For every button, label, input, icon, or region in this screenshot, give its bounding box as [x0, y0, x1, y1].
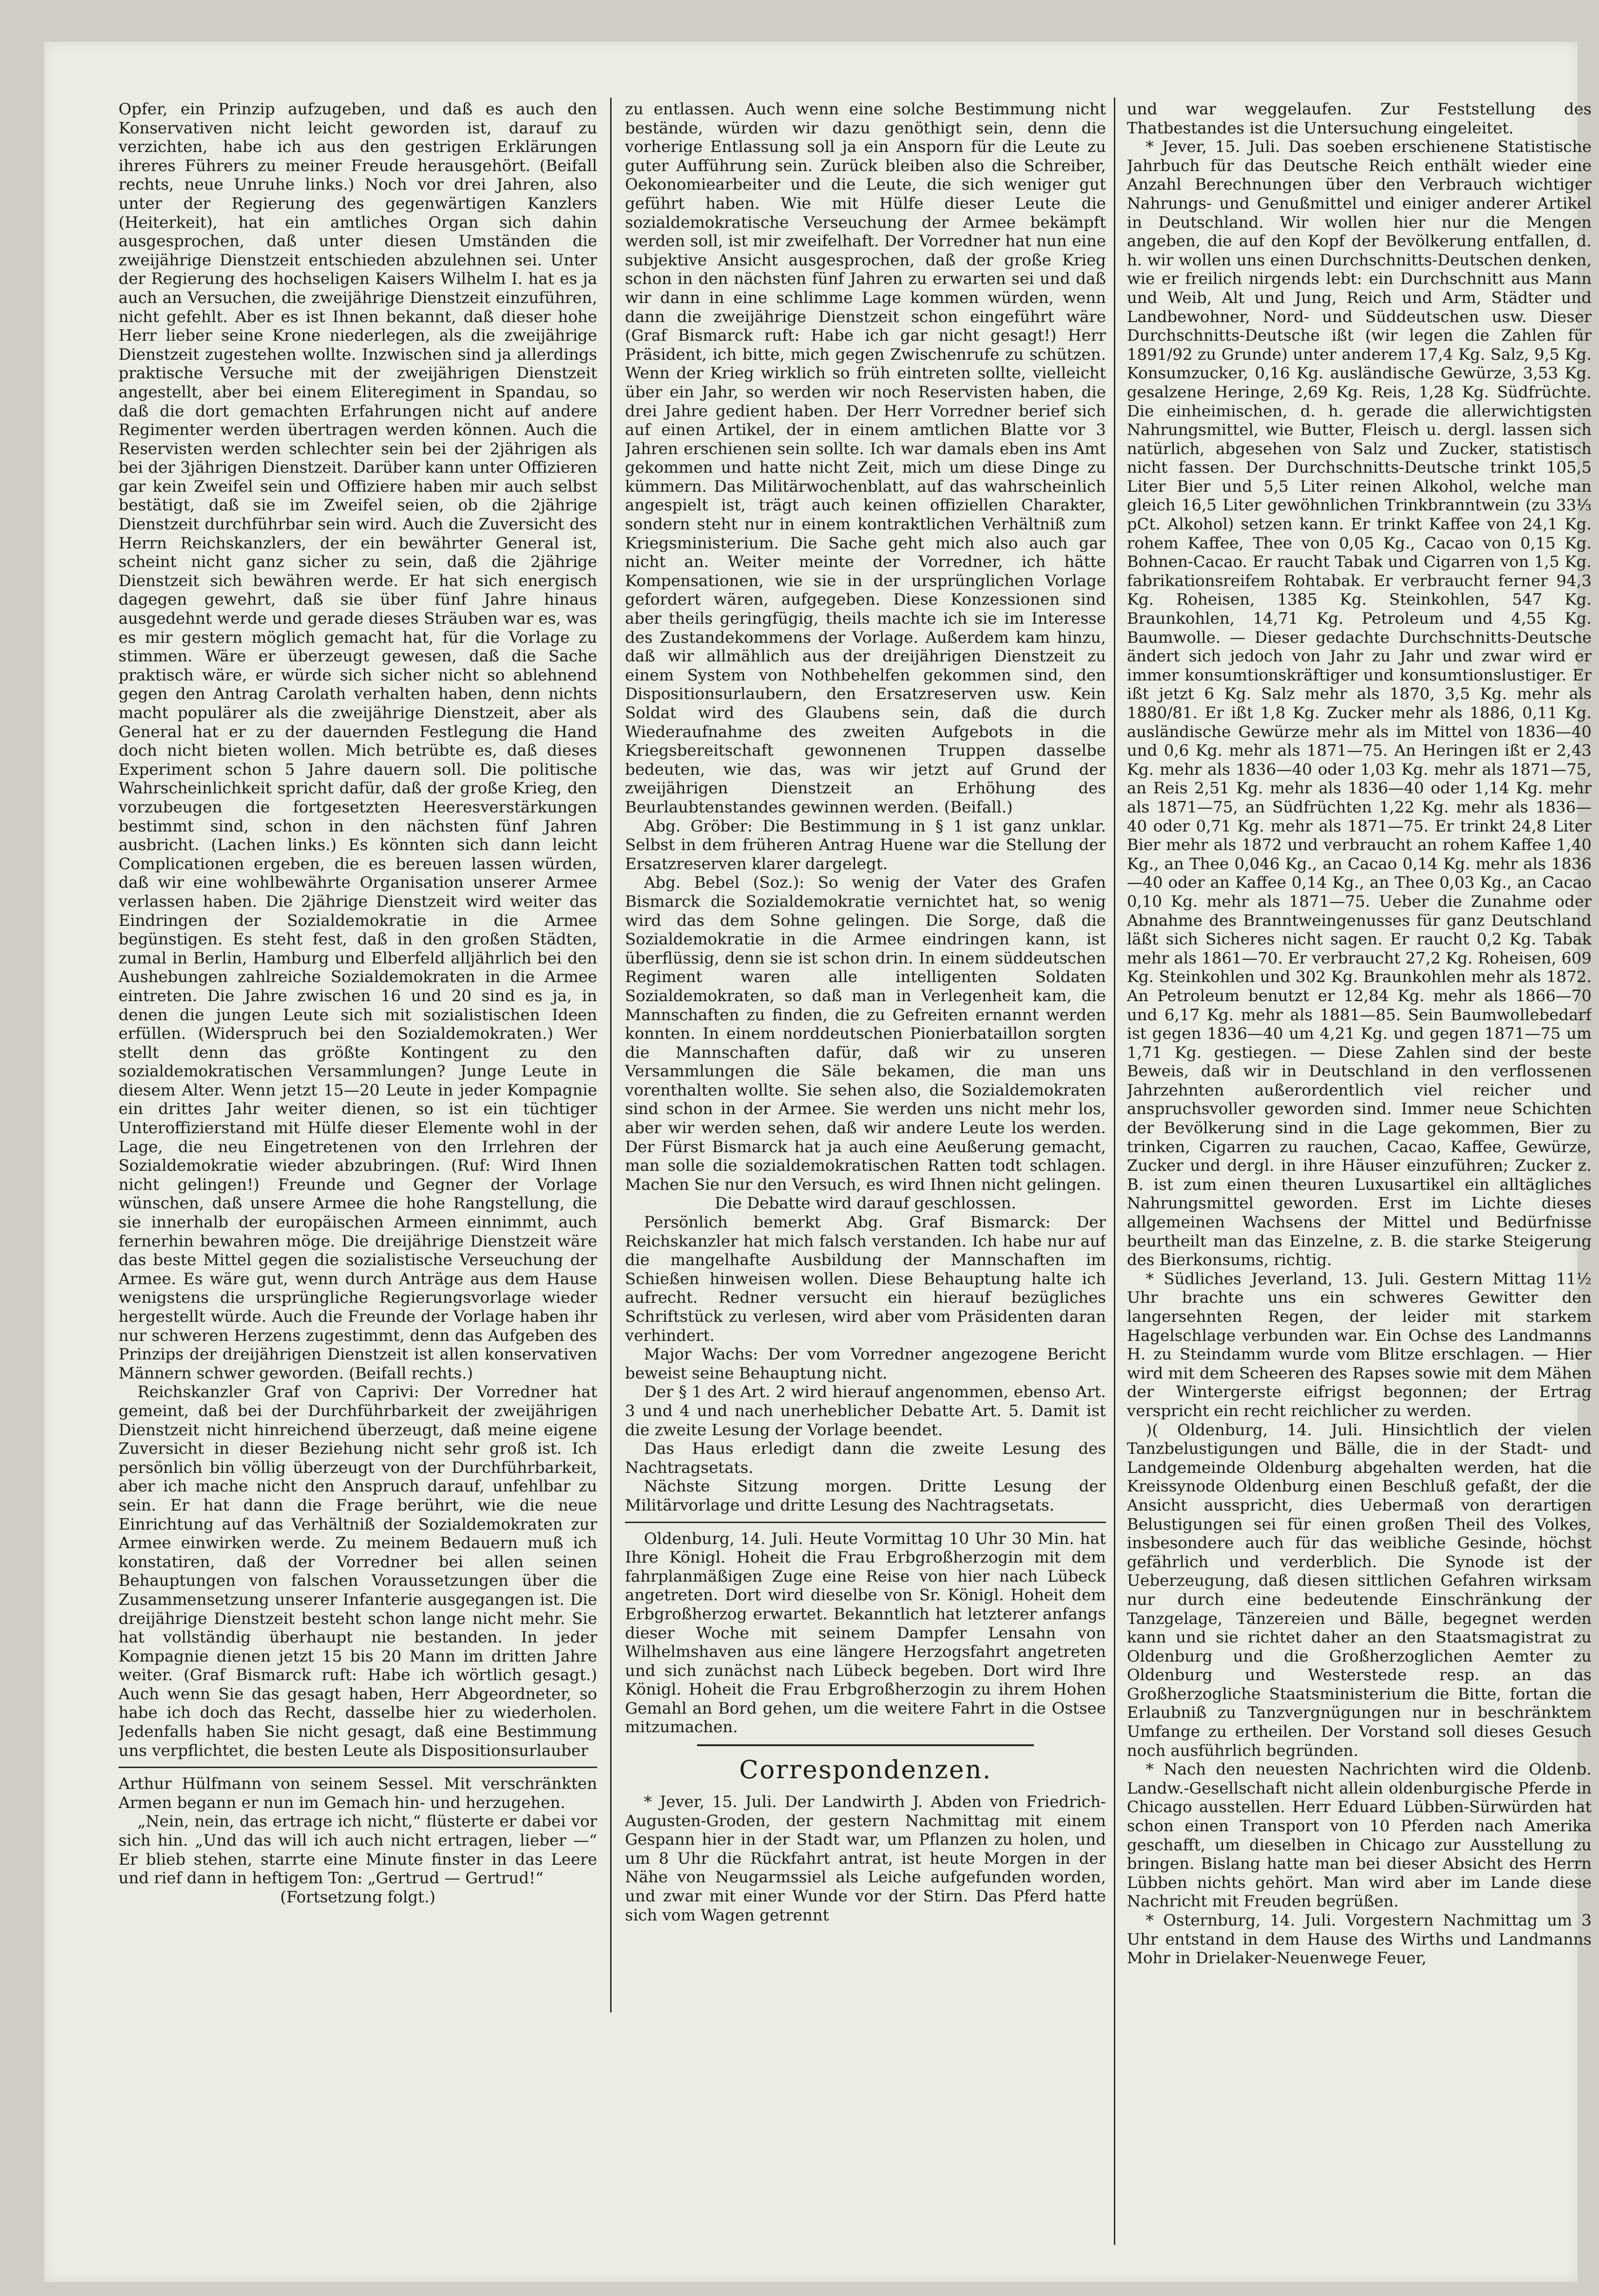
- column-1: [118, 100, 597, 2238]
- column-2: [625, 100, 1106, 2238]
- news-item-oldenburg-dance: )( Oldenburg, 14. Juli. Hinsichtlich der vielen Tanzbelustigungen und Bälle, die in der Stadt- und Landgemeinde Oldenburg abgehalten werden, hat die Kreissynode Oldenburg einen Beschluß gefaßt, der die Ansicht ausspricht, dies Uebermaß von derartigen Belustigungen sei für einen großen Theil des Volkes, insbesondere auch für das weibliche Gesinde, höchst gefährlich und verderblich. Die Synode ist der Ueberzeugung, daß diesen sittlichen Gefahren wirksam nur durch eine bedeutende Einschränkung der Tanzgelage, Tänzereien und Bälle, begegnet werden kann und sie richtet daher an den Staatsmagistrat zu Oldenburg und die Großherzoglichen Aemter zu Oldenburg und Westerstede resp. an das Großherzogliche Staatsministerium die Bitte, fortan die Erlaubniß zu Tanzvergnügungen nur in beschränktem Umfange zu ertheilen. Der Vorstand soll dieses Gesuch noch ausführlich begründen.: [1127, 1420, 1592, 1760]
- news-item-oldenburg: Oldenburg, 14. Juli. Heute Vormittag 10 Uhr 30 Min. hat Ihre Königl. Hoheit die Frau Erbgroßherzogin mit dem fahrplanmäßigen Zuge eine Reise von hier nach Lübeck angetreten. Dort wird dieselbe von Sr. Königl. Hoheit dem Erbgroßherzog erwartet. Bekanntlich hat letzterer anfangs dieser Woche mit seinem Dampfer Lensahn von Wilhelmshaven aus eine längere Herzogsfahrt angetreten und sich zunächst nach Lübeck begeben. Dort wird Ihre Königl. Hoheit die Frau Erbgroßherzogin zu ihrem Hohen Gemahl an Bord gehen, um die weitere Fahrt in die Ostsee mitzumachen.: [625, 1529, 1106, 1737]
- separator-rule: [625, 1522, 1106, 1523]
- section-heading: Correspondenzen.: [739, 1755, 992, 1785]
- article-text: Opfer, ein Prinzip aufzugeben, und daß es auch den Konservativen nicht leicht geworden ist, darauf zu verzichten, habe ich aus den gestrigen Erklärungen ihreres Führers zu meiner Freude herausgehört. (Beifall rechts, neue Unruhe links.) Noch vor drei Jahren, also unter der Regierung des gegenwärtigen Kanzlers (Heiterkeit), hat ein amtliches Organ sich dahin ausgesprochen, daß unter diesen Umständen die zweijährige Dienstzeit entschieden abzulehnen sei. Unter der Regierung des hochseligen Kaisers Wilhelm I. hat es ja auch an Versuchen, die zweijährige Dienstzeit einzuführen, nicht gefehlt. Aber es ist Ihnen bekannt, daß dieser hohe Herr lieber seine Krone niederlegen, als die zweijährige Dienstzeit zugestehen wollte. Inzwischen sind ja allerdings praktische Versuche mit der zweijährigen Dienstzeit angestellt, aber bei einem Eliteregiment in Spandau, so daß die dort gemachten Erfahrungen nicht auf andere Regimenter werden übertragen werden können. Auch die Reservisten werden schlechter sein bei der 2jährigen als bei der 3jährigen Dienstzeit. Darüber kann unter Offizieren gar kein Zweifel sein und Offiziere haben mir auch selbst bestätigt, daß sie im Zweifel seien, ob die 2jährige Dienstzeit durchführbar sein wird. Auch die Zuversicht des Herrn Reichskanzlers, der ein bewährter General ist, scheint nicht ganz sicher zu sein, daß die 2jährige Dienstzeit sich bewähren werde. Er hat sich energisch dagegen gewehrt, daß sie über fünf Jahre hinaus ausgedehnt werde und gerade dieses Sträuben war es, was es mir gestern möglich gemacht hat, für die Vorlage zu stimmen. Wäre er überzeugt gewesen, daß die Sache praktisch wäre, er würde sich sicher nicht so ablehnend gegen den Antrag Carolath verhalten haben, denn nichts macht populärer als die zweijährige Dienstzeit, aber als General hat er zu der dauernden Festlegung die Hand doch nicht bieten wollen. Mich betrübte es, daß dieses Experiment schon 5 Jahre dauern soll. Die politische Wahrscheinlichkeit spricht dafür, daß der große Krieg, den vorzubeugen die fortgesetzten Heeresverstärkungen bestimmt sind, schon in den nächsten fünf Jahren ausbricht. (Lachen links.) Es könnten sich dann leicht Complicationen ergeben, die es bereuen lassen würden, daß wir eine wohlbewährte Organisation unserer Armee verlassen haben. Die 2jährige Dienstzeit wird weiter das Eindringen der Sozialdemokratie in die Armee begünstigen. Es steht fest, daß in den großen Städten, zumal in Berlin, Hamburg und Elberfeld alljährlich bei den Aushebungen zahlreiche Sozialdemokraten in die Armee eintreten. Die Jahre zwischen 16 und 20 sind es ja, in denen die jungen Leute sich mit sozialistischen Ideen erfüllen. (Widerspruch bei den Sozialdemokraten.) Wer stellt denn das größte Kontingent zu den sozialdemokratischen Versammlungen? Junge Leute in diesem Alter. Wenn jetzt 15—20 Leute in jeder Kompagnie ein drittes Jahr weiter dienen, so ist ein tüchtiger Unteroffizierstand mit Hülfe dieser Elemente wohl in der Lage, die neu Eingetretenen von den Irrlehren der Sozialdemokratie wieder abzubringen. (Ruf: Wird Ihnen nicht gelingen!) Freunde und Gegner der Vorlage wünschen, daß unsere Armee die hohe Rangstellung, die sie innerhalb der europäischen Armeen einnimmt, auch fernerhin bewahren möge. Die dreijährige Dienstzeit wäre das beste Mittel gegen die sozialistische Verseuchung der Armee. Es wäre gut, wenn durch Anträge aus dem Hause wenigstens die ursprüngliche Regierungsvorlage wieder hergestellt würde. Auch die Freunde der Vorlage haben ihr nur schweren Herzens zugestimmt, denn das Aufgeben des Prinzips der dreijährigen Dienstzeit ist allen konservativen Männern schwer geworden. (Beifall rechts.): [118, 100, 597, 1383]
- section-rule: [697, 1744, 1034, 1746]
- newspaper-page: [44, 42, 1592, 2282]
- article-text: Die Debatte wird darauf geschlossen.: [715, 1194, 1016, 1213]
- article-text: Reichskanzler Graf von Caprivi: Der Vorredner hat gemeint, daß bei der Durchführbarkeit der zweijährigen Dienstzeit nicht hinreichend überzeugt, daß meine eigene Zuversicht in dieser Beziehung nicht sehr groß ist. Ich persönlich bin völlig überzeugt von der Durchführbarkeit, aber ich mache nicht den Anspruch darauf, unfehlbar zu sein. Er hat dann die Frage berührt, wie die neue Einrichtung auf das Verhältniß der Sozialdemokraten zur Armee einwirken werde. Zu meinem Bedauern muß ich konstatiren, daß der Vorredner bei allen seinen Behauptungen von falschen Voraussetzungen über die Zusammensetzung unserer Infanterie ausgegangen ist. Die dreijährige Dienstzeit besteht schon lange nicht mehr. Sie hat vollständig überhaupt nie bestanden. In jeder Kompagnie dienen jetzt 15 bis 20 Mann im dritten Jahre weiter. (Graf Bismarck ruft: Habe ich wörtlich gesagt.) Auch wenn Sie das gesagt haben, Herr Abgeordneter, so habe ich doch das Recht, dasselbe hier zu wiederholen. Jedenfalls haben Sie nicht gesagt, daß eine Bestimmung uns verpflichtet, die besten Leute als Dispositionsurlauber: [118, 1383, 597, 1760]
- feuilleton-text: „Nein, nein, das ertrage ich nicht,“ flüsterte er dabei vor sich hin. „Und das will ich auch nicht ertragen, lieber —“ Er blieb stehen, starrte eine Minute finster in das Leere und rief dann in heftigem Ton: „Gertrud — Gertrud!“: [118, 1812, 597, 1888]
- article-text: Persönlich bemerkt Abg. Graf Bismarck: Der Reichskanzler hat mich falsch verstanden. Ich habe nur auf die mangelhafte Ausbildung der Mannschaften im Schießen hinweisen wollen. Diese Behauptung halte ich aufrecht. Redner versucht ein hierauf bezügliches Schriftstück zu verlesen, wird aber vom Präsidenten daran verhindert.: [625, 1213, 1106, 1345]
- feuilleton-text: Arthur Hülfmann von seinem Sessel. Mit verschränkten Armen begann er nun im Gemach hin- und herzugehen.: [118, 1775, 597, 1812]
- news-item-jeverland: * Südliches Jeverland, 13. Juli. Gestern Mittag 11½ Uhr brachte uns ein schweres Gewitter den langersehnten Regen, der leider mit starkem Hagelschlage verbunden war. Ein Ochse des Landmanns H. zu Steindamm wurde vom Blitze erschlagen. — Hier wird mit dem Scheeren des Rapses sowie mit dem Mähen der Wintergerste eifrigst begonnen; der Ertrag verspricht ein recht reichlicher zu werden.: [1127, 1269, 1592, 1420]
- article-text: und war weggelaufen. Zur Feststellung des Thatbestandes ist die Untersuchung eingeleitet.: [1127, 100, 1592, 138]
- continuation-note: (Fortsetzung folgt.): [280, 1887, 436, 1907]
- column-3: [1127, 100, 1592, 2238]
- news-item-jever-statistics: * Jever, 15. Juli. Das soeben erschienene Statistische Jahrbuch für das Deutsche Reich enthält wieder eine Anzahl Berechnungen über den Verbrauch wichtiger Nahrungs- und Genußmittel und einiger anderer Artikel in Deutschland. Wir wollen hier nur die Mengen angeben, die auf den Kopf der Bevölkerung entfallen, d. h. wir wollen uns einen Durchschnitts-Deutschen denken, wie er freilich nirgends lebt: ein Durchschnitt aus Mann und Weib, Alt und Jung, Reich und Arm, Städter und Landbewohner, Nord- und Süddeutschen usw. Dieser Durchschnitts-Deutsche ißt (wir legen die Zahlen für 1891/92 zu Grunde) unter anderem 17,4 Kg. Salz, 9,5 Kg. Konsumzucker, 0,16 Kg. ausländische Gewürze, 3,53 Kg. gesalzene Heringe, 2,69 Kg. Reis, 1,28 Kg. Südfrüchte. Die einheimischen, d. h. gerade die allerwichtigsten Nahrungsmittel, wie Butter, Fleisch u. dergl. lassen sich natürlich, abgesehen von Salz und Zucker, statistisch nicht fassen. Der Durchschnitts-Deutsche trinkt 105,5 Liter Bier und 5,5 Liter reinen Alkohol, welche man gleich 16,5 Liter gewöhnlichen Trinkbranntwein (zu 33⅓ pCt. Alkohol) setzen kann. Er trinkt Kaffee von 24,1 Kg. rohem Kaffee, Thee von 0,05 Kg., Cacao von 0,15 Kg. Bohnen-Cacao. Er raucht Tabak und Cigarren von 1,5 Kg. fabrikationsreifem Rohtabak. Er verbraucht ferner 94,3 Kg. Roheisen, 1385 Kg. Steinkohlen, 547 Kg. Braunkohlen, 14,71 Kg. Petroleum und 4,55 Kg. Baumwolle. — Dieser gedachte Durchschnitts-Deutsche ändert sich jedoch von Jahr zu Jahr und zwar wird er immer konsumtionskräftiger und konsumtionslustiger. Er ißt jetzt 6 Kg. Salz mehr als 1870, 3,5 Kg. mehr als 1880/81. Er ißt 1,8 Kg. Zucker mehr als 1886, 0,11 Kg. ausländische Gewürze mehr als im Mittel von 1836—40 und 0,6 Kg. mehr als 1871—75. An Heringen ißt er 2,43 Kg. mehr als 1836—40 oder 1,03 Kg. mehr als 1871—75, an Reis 2,51 Kg. mehr als 1836—40 oder 1,14 Kg. mehr als 1871—75, an Südfrüchten 1,22 Kg. mehr als 1836—40 oder 0,71 Kg. mehr als 1871—75. Er trinkt 24,8 Liter Bier mehr als 1872 und verbraucht an rohem Kaffee 1,40 Kg., an Thee 0,046 Kg., an Cacao 0,14 Kg. mehr als 1836—40 oder an Kaffee 0,14 Kg., an Thee 0,03 Kg., an Cacao 0,10 Kg. mehr als 1871—75. Ueber die Zunahme oder Abnahme des Branntweingenusses für ganz Deutschland läßt sich Sicheres nicht sagen. Er raucht 0,2 Kg. Tabak mehr als 1861—70. Er verbraucht 27,2 Kg. Roheisen, 609 Kg. Steinkohlen und 302 Kg. Braunkohlen mehr als 1872. An Petroleum benutzt er 12,84 Kg. mehr als 1866—70 und 6,17 Kg. mehr als 1881—85. Sein Baumwollebedarf ist gegen 1836—40 um 4,21 Kg. und gegen 1871—75 um 1,71 Kg. gestiegen. — Diese Zahlen sind der beste Beweis, daß wir in Deutschland in den verflossenen Jahrzehnten außerordentlich viel reicher und anspruchsvoller geworden sind. Immer neue Schichten der Bevölkerung sind in die Lage gekommen, Bier zu trinken, Cigarren zu rauchen, Cacao, Kaffee, Gewürze, Zucker und dergl. in ihre Häuser einzuführen; Zucker z. B. ist zum einen theuren Luxusartikel ein alltägliches Nahrungsmittel geworden. Erst im Lichte dieses allgemeinen Wachsens der Mittel und Bedürfnisse beurtheilt man das Einzelne, z. B. die starke Steigerung des Bierkonsums, richtig.: [1127, 138, 1592, 1270]
- article-text: Abg. Gröber: Die Bestimmung in § 1 ist ganz unklar. Selbst in dem früheren Antrag Huene war die Stellung der Ersatzreserven klarer dargelegt.: [625, 817, 1106, 873]
- article-text: Der § 1 des Art. 2 wird hierauf angenommen, ebenso Art. 3 und 4 und nach unerheblicher Debatte Art. 5. Damit ist die zweite Lesung der Vorlage beendet.: [625, 1383, 1106, 1439]
- article-text: Das Haus erledigt dann die zweite Lesung des Nachtragsetats.: [625, 1439, 1106, 1477]
- column-rule-2: [1114, 98, 1115, 2245]
- article-text: Nächste Sitzung morgen. Dritte Lesung der Militärvorlage und dritte Lesung des Nachtragsetats.: [625, 1477, 1106, 1515]
- news-item-jever: * Jever, 15. Juli. Der Landwirth J. Abden von Friedrich-Augusten-Groden, der gestern Nachmittag mit einem Gespann hier in der Stadt war, um Pflanzen zu holen, und um 8 Uhr die Rückfahrt antrat, ist heute Morgen in der Nähe von Neugarmssiel als Leiche aufgefunden worden, und zwar mit einer Wunde vor der Stirn. Das Pferd hatte sich vom Wagen getrennt: [625, 1793, 1106, 1925]
- separator-rule: [118, 1767, 597, 1768]
- article-text: Abg. Bebel (Soz.): So wenig der Vater des Grafen Bismarck die Sozialdemokratie vernichtet hat, so wenig wird das dem Sohne gelingen. Die Sorge, daß die Sozialdemokratie in die Armee eindringen kann, ist überflüssig, denn sie ist schon drin. In einem süddeutschen Regiment waren alle intelligenten Soldaten Sozialdemokraten, so daß man in Verlegenheit kam, die Mannschaften zu finden, die zu Gefreiten ernannt werden konnten. In einem norddeutschen Pionierbataillon sorgten die Mannschaften dafür, daß wir zu unseren Versammlungen die Säle bekamen, die man uns vorenthalten wollte. Sie sehen also, die Sozialdemokraten sind schon in der Armee. Sie werden uns nicht mehr los, aber wir werden sehen, daß wir andere Leute los werden. Der Fürst Bismarck hat ja auch eine Aeußerung gemacht, man solle die sozialdemokratischen Ratten todt schlagen. Machen Sie nur den Versuch, es wird Ihnen nicht gelingen.: [625, 873, 1106, 1194]
- article-text: Major Wachs: Der vom Vorredner angezogene Bericht beweist seine Behauptung nicht.: [625, 1345, 1106, 1383]
- column-rule-1: [610, 98, 612, 2012]
- article-text: zu entlassen. Auch wenn eine solche Bestimmung nicht bestände, würden wir dazu genöthigt sein, denn die vorherige Entlassung soll ja ein Ansporn für die Leute zu guter Aufführung sein. Zurück bleiben also die Schreiber, Oekonomiearbeiter und die Leute, die sich weniger gut geführt haben. Wie mit Hülfe dieser Leute die sozialdemokratische Verseuchung der Armee bekämpft werden soll, ist mir zweifelhaft. Der Vorredner hat nun eine subjektive Ansicht ausgesprochen, daß der große Krieg schon in den nächsten fünf Jahren zu erwarten sei und daß wir dann in eine schlimme Lage kommen würden, wenn dann die zweijährige Dienstzeit schon eingeführt wäre (Graf Bismarck ruft: Habe ich gar nicht gesagt!) Herr Präsident, ich bitte, mich gegen Zwischenrufe zu schützen. Wenn der Krieg wirklich so früh eintreten sollte, vielleicht über ein Jahr, so werden wir noch Reservisten haben, die drei Jahre gedient haben. Der Herr Vorredner berief sich auf einen Artikel, der in einem amtlichen Blatte vor 3 Jahren erschienen sein sollte. Ich war damals eben ins Amt gekommen und hatte nicht Zeit, mich um diese Dinge zu kümmern. Das Militärwochenblatt, auf das wahrscheinlich angespielt ist, trägt auch keinen offiziellen Charakter, sondern steht nur in einem kontraktlichen Verhältniß zum Kriegsministerium. Die Sache geht mich also auch gar nicht an. Weiter meinte der Vorredner, ich hätte Kompensationen, wie sie in der ursprünglichen Vorlage gefordert wären, aufgegeben. Diese Konzessionen sind aber theils geringfügig, theils machte ich sie im Interesse des Zustandekommens der Vorlage. Außerdem kam hinzu, daß wir allmählich aus der dreijährigen Dienstzeit zu einem System von Nothbehelfen gekommen sind, den Dispositionsurlaubern, den Ersatzreserven usw. Kein Soldat wird des Glaubens sein, daß die durch Wiederaufnahme des zweiten Aufgebots in die Kriegsbereitschaft gewonnenen Truppen dasselbe bedeuten, wie das, was wir jetzt auf Grund der zweijährigen Dienstzeit an Erhöhung des Beurlaubtenstandes gewinnen werden. (Beifall.): [625, 100, 1106, 817]
- news-item-osternburg: * Osternburg, 14. Juli. Vorgestern Nachmittag um 3 Uhr entstand in dem Hause des Wirths und Landmanns Mohr in Drielaker-Neuenwege Feuer,: [1127, 1911, 1592, 1968]
- news-item-chicago: * Nach den neuesten Nachrichten wird die Oldenb. Landw.-Gesellschaft nicht allein oldenburgische Pferde in Chicago ausstellen. Herr Eduard Lübben-Sürwürden hat schon einen Transport von 10 Pferden nach Amerika geschafft, um dieselben in Chicago zur Ausstellung zu bringen. Bislang hatte man bei dieser Absicht des Herrn Lübben nichts gehört. Man wird aber im Lande diese Nachricht mit Freuden begrüßen.: [1127, 1760, 1592, 1911]
